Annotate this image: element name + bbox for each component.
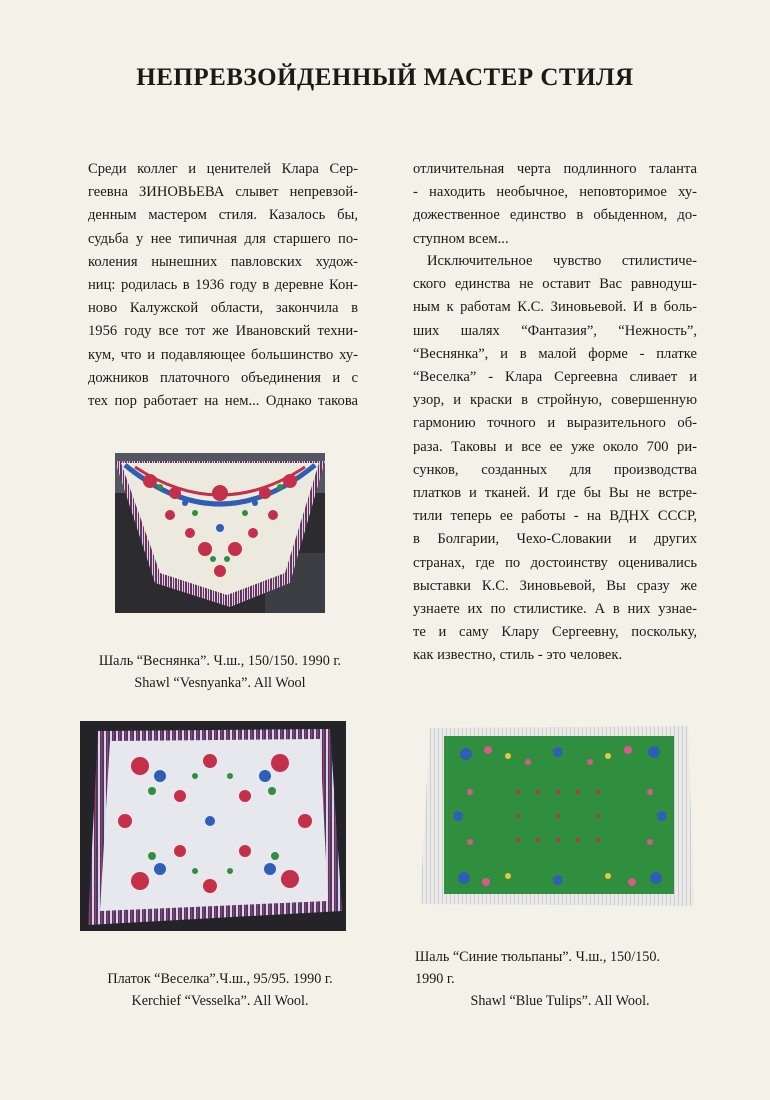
text-line: ского единства не оставит Вас равнодуш- — [413, 276, 697, 293]
text-line: ших шалях “Фантазия”, “Нежность”, — [413, 322, 697, 339]
caption-line-en: Shawl “Blue Tulips”. All Wool. — [470, 993, 650, 1009]
caption-line-en: Shawl “Vesnyanka”. All Wool — [134, 675, 306, 691]
caption-vesselka — [55, 968, 385, 1012]
page-title: НЕПРЕВЗОЙДЕННЫЙ МАСТЕР СТИЛЯ — [136, 64, 634, 91]
caption-line-en: Kerchief “Vesselka”. All Wool. — [131, 993, 309, 1009]
text-line: 1956 году все тот же Ивановский техни- — [88, 323, 358, 340]
caption-vesnyanka — [60, 650, 380, 694]
kerchief-vesselka-image — [80, 721, 346, 931]
body-text-right-2 — [413, 250, 697, 668]
text-line: в Болгарии, Чехо-Словакии и других — [413, 531, 697, 548]
text-line: “Веселка” - Клара Сергеевна сливает и — [413, 369, 697, 386]
text-line: тех пор работает на нем... Однако такова — [88, 393, 358, 410]
text-line: дожественное единство в обыденном, до- — [413, 207, 697, 224]
shawl-blue-tulips-image — [418, 722, 695, 910]
text-line: тили теперь ее работы - на ВДНХ СССР, — [413, 508, 697, 525]
text-line: ниц: родилась в 1936 году в деревне Кон- — [88, 277, 358, 294]
caption-line-ru-year: 1990 г. — [415, 971, 455, 987]
caption-line-ru: Шаль “Синие тюльпаны”. Ч.ш., 150/150. — [415, 949, 660, 965]
text-line: судьба у нее типичная для старшего по- — [88, 230, 358, 247]
text-line: выставки К.С. Зиновьевой, Вы сразу же — [413, 577, 697, 594]
text-line: геевна ЗИНОВЬЕВА слывет непревзой- — [88, 184, 358, 201]
caption-line-ru: Шаль “Веснянка”. Ч.ш., 150/150. 1990 г. — [98, 653, 342, 669]
text-line: узор, и краски в стройную, совершенную — [413, 392, 697, 409]
text-line: ново Калужской области, закончила в — [88, 300, 358, 317]
body-text-left — [88, 158, 358, 413]
shawl-vesnyanka-photo — [115, 453, 325, 613]
text-line: кум, что и подавляющее большинство ху- — [88, 346, 358, 363]
text-line: сунков, созданных для производства — [413, 461, 697, 478]
text-line: дожников платочного объединения и с — [88, 369, 358, 386]
text-line: Исключительное чувство стилистиче- — [427, 253, 697, 269]
kerchief-vesselka-photo — [80, 721, 346, 931]
text-line: как известно, стиль - это человек. — [413, 647, 623, 664]
caption-blue-tulips — [415, 946, 705, 1012]
text-line: Среди коллег и ценителей Клара Сер- — [88, 161, 358, 177]
text-line: денным мастером стиля. Казалось бы, — [88, 207, 358, 224]
text-line: раза. Таковы и все ее уже около 700 ри- — [413, 438, 697, 455]
text-line: гармонию точного и выразительного об- — [413, 415, 697, 432]
text-line: ным к работам К.С. Зиновьевой. И в боль- — [413, 299, 697, 316]
text-line: узнаете их по стилистике. А в них узнае- — [413, 601, 697, 618]
text-line: ступном всем... — [413, 230, 509, 247]
shawl-vesnyanka-image — [115, 453, 325, 613]
caption-line-ru: Платок “Веселка”.Ч.ш., 95/95. 1990 г. — [107, 971, 333, 987]
text-line: отличительная черта подлинного таланта — [413, 161, 697, 177]
shawl-blue-tulips-photo — [418, 722, 695, 910]
body-text-right-1 — [413, 158, 697, 251]
text-line: - находить необычное, неповторимое ху- — [413, 184, 697, 201]
text-line: странах, где по достоинству оценивались — [413, 554, 697, 571]
text-line: “Веснянка”, и в малой форме - платке — [413, 345, 697, 362]
text-line: платков и тканей. И где бы Вы не встре- — [413, 485, 697, 502]
text-line: те и саму Клару Сергеевну, поскольку, — [413, 624, 697, 641]
text-line: коления нынешних павловских худож- — [88, 253, 358, 270]
